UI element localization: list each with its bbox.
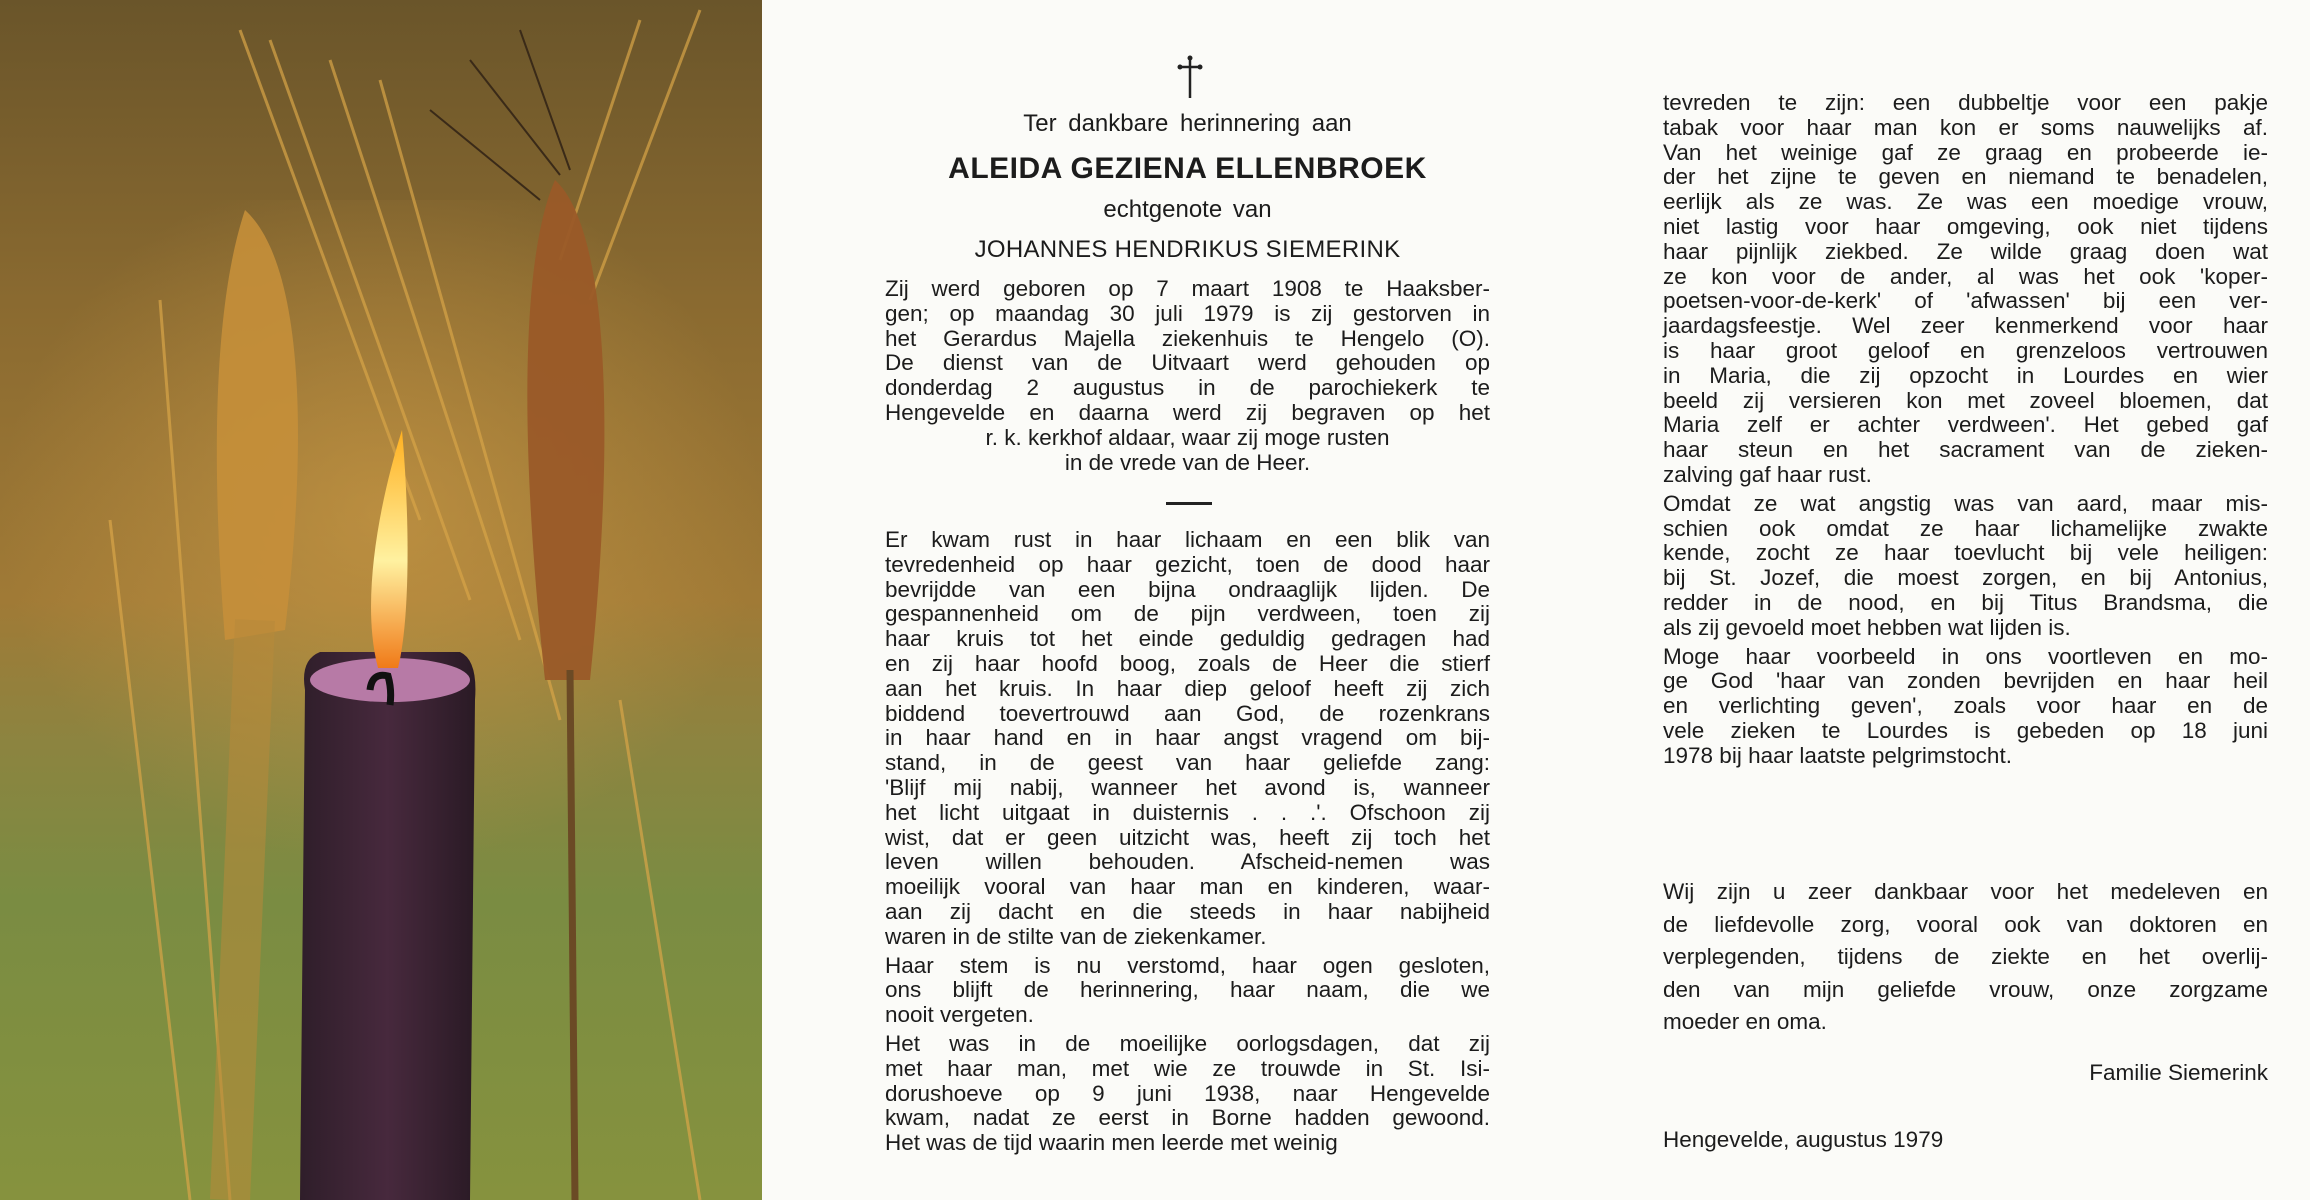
- text-line: en verlichting geven', zoals voor haar en de: [1663, 693, 2268, 719]
- divider: [1166, 502, 1212, 505]
- signature: Familie Siemerink: [2089, 1060, 2268, 1085]
- candle-wheat-photo: [0, 0, 762, 1200]
- cross-icon: [1176, 54, 1204, 100]
- text-line: in de vrede van de Heer.: [1064, 449, 1311, 475]
- text-line: aan zij dacht en die steeds in haar nabijheid: [885, 898, 1490, 924]
- paragraph: [1663, 91, 2268, 488]
- paragraph: [1663, 492, 2268, 641]
- text-line: Van het weinige gaf ze graag en probeerde ie-: [1663, 139, 2268, 165]
- text-line: moeilijk vooral van haar man en kinderen, waar-: [885, 874, 1490, 900]
- paragraph: [1663, 876, 2268, 1039]
- text-line: jaardagsfeestje. Wel zeer kenmerkend voor haar: [1663, 313, 2268, 339]
- text-line: Omdat ze wat angstig was van aard, maar mis-: [1663, 490, 2268, 516]
- text-line: het licht uitgaat in duisternis . . .'. Ofschoon zij: [885, 799, 1490, 825]
- text-line: ons blijft de herinnering, haar naam, die we: [885, 977, 1490, 1003]
- text-line: tevreden te zijn: een dubbeltje voor een pakje: [1663, 90, 2268, 115]
- middle-text-column: [885, 528, 1490, 1160]
- text-line: Moge haar voorbeeld in ons voortleven en mo-: [1663, 643, 2268, 669]
- right-text-column: [1663, 91, 2268, 773]
- text-line: tabak voor haar man kon er soms nauwelijks af.: [1663, 114, 2268, 140]
- text-line: kende, zocht ze haar toevlucht bij vele heiligen:: [1663, 540, 2268, 566]
- text-line: der het zijne te geven en niemand te benadelen,: [1663, 164, 2268, 190]
- paragraph: [1663, 645, 2268, 769]
- text-line: beeld zij versieren kon met zoveel bloemen, dat: [1663, 387, 2268, 413]
- text-line: nooit vergeten.: [885, 1002, 1034, 1028]
- text-line: Het was in de moeilijke oorlogsdagen, dat zij: [885, 1030, 1490, 1056]
- text-line: 1978 bij haar laatste pelgrimstocht.: [1663, 742, 2012, 768]
- text-line: aan het kruis. In haar diep geloof heeft zij zich: [885, 675, 1490, 701]
- paragraph: [885, 277, 1490, 475]
- text-line: Het was de tijd waarin men leerde met weinig: [885, 1130, 1338, 1156]
- text-line: schien ook omdat ze haar lichamelijke zwakte: [1663, 515, 2268, 541]
- text-line: in haar hand en in haar angst vragend om bij-: [885, 725, 1490, 751]
- text-line: leven willen behouden. Afscheid-nemen was: [885, 849, 1490, 875]
- text-line: ge God 'haar van zonden bevrijden en haar heil: [1663, 668, 2268, 694]
- text-line: met haar man, met wie ze trouwde in St. Isi-: [885, 1055, 1490, 1081]
- text-line: redder in de nood, en bij Titus Brandsma, die: [1663, 589, 2268, 615]
- spouse-intro: echtgenote van: [1103, 196, 1272, 223]
- text-line: haar pijnlijk ziekbed. Ze wilde graag doen wat: [1663, 238, 2268, 264]
- text-line: biddend toevertrouwd aan God, de rozenkrans: [885, 700, 1490, 726]
- text-line: vele zieken te Lourdes is gebeden op 18 juni: [1663, 717, 2268, 743]
- text-line: Wij zijn u zeer dankbaar voor het medeleven en: [1663, 879, 2268, 904]
- intro-line: Ter dankbare herinnering aan: [1023, 110, 1352, 137]
- text-line: bevrijdde van een bijna ondraaglijk lijden. De: [885, 576, 1490, 602]
- text-line: donderdag 2 augustus in de parochiekerk te: [885, 375, 1490, 401]
- text-line: kwam, nadat ze eerst in Borne hadden gewoond.: [885, 1105, 1490, 1131]
- paragraph: [885, 1032, 1490, 1156]
- text-line: eerlijk als ze was. Ze was een moedige vrouw,: [1663, 189, 2268, 215]
- text-line: Haar stem is nu verstomd, haar ogen gesloten,: [885, 952, 1490, 978]
- text-line: moeder en oma.: [1663, 1009, 1827, 1034]
- text-line: het Gerardus Majella ziekenhuis te Hengelo (O).: [885, 325, 1490, 351]
- text-line: Zij werd geboren op 7 maart 1908 te Haaksber-: [885, 276, 1490, 301]
- text-line: de liefdevolle zorg, vooral ook van doktoren en: [1663, 911, 2268, 937]
- text-line: verplegenden, tijdens de ziekte en het overlij-: [1663, 944, 2268, 969]
- text-line: De dienst van de Uitvaart werd gehouden op: [885, 350, 1490, 376]
- text-line: gespannenheid om de pijn verdween, toen zij: [885, 601, 1490, 627]
- text-line: wist, dat er geen uitzicht was, heeft zij toch het: [885, 824, 1490, 850]
- text-line: dorushoeve op 9 juni 1938, naar Hengevelde: [885, 1080, 1490, 1106]
- text-line: ze kon voor de ander, al was het ook 'koper-: [1663, 263, 2268, 289]
- text-line: in Maria, die zij opzocht in Lourdes en wier: [1663, 362, 2268, 388]
- thanks-paragraph: [1663, 876, 2268, 1043]
- text-line: Hengevelde en daarna werd zij begraven op het: [885, 399, 1490, 425]
- text-line: den van mijn geliefde vrouw, onze zorgzame: [1663, 976, 2268, 1002]
- text-line: 'Blijf mij nabij, wanneer het avond is, wanneer: [885, 774, 1490, 800]
- deceased-name: ALEIDA GEZIENA ELLENBROEK: [948, 152, 1427, 185]
- text-line: zalving gaf haar rust.: [1663, 461, 1872, 487]
- biography-paragraph: [885, 277, 1490, 479]
- text-line: en zij haar hoofd boog, zoals de Heer die stierf: [885, 650, 1490, 676]
- text-line: stand, in de geest van haar geliefde zang:: [885, 750, 1490, 776]
- paragraph: [885, 528, 1490, 950]
- text-line: waren in de stilte van de ziekenkamer.: [885, 923, 1267, 949]
- text-line: r. k. kerkhof aldaar, waar zij moge rusten: [985, 424, 1390, 450]
- text-line: als zij gevoeld moet hebben wat lijden is.: [1663, 614, 2071, 640]
- paragraph: [885, 954, 1490, 1028]
- text-line: haar steun en het sacrament van de zieken-: [1663, 437, 2268, 463]
- text-line: is haar groot geloof en grenzeloos vertrouwen: [1663, 337, 2268, 363]
- text-line: tevredenheid op haar gezicht, toen de dood haar: [885, 551, 1490, 577]
- text-line: Maria zelf er achter verdween'. Het gebed gaf: [1663, 412, 2268, 438]
- text-line: Er kwam rust in haar lichaam en een blik van: [885, 527, 1490, 552]
- spouse-name: JOHANNES HENDRIKUS SIEMERINK: [974, 236, 1401, 263]
- text-line: gen; op maandag 30 juli 1979 is zij gestorven in: [885, 300, 1490, 326]
- text-line: poetsen-voor-de-kerk' of 'afwassen' bij een ver-: [1663, 288, 2268, 314]
- text-line: bij St. Jozef, die moest zorgen, en bij Antonius,: [1663, 565, 2268, 591]
- text-line: niet lastig voor haar omgeving, ook niet tijdens: [1663, 213, 2268, 239]
- place-date: Hengevelde, augustus 1979: [1663, 1127, 1944, 1152]
- text-line: haar kruis tot het einde geduldig gedragen had: [885, 626, 1490, 652]
